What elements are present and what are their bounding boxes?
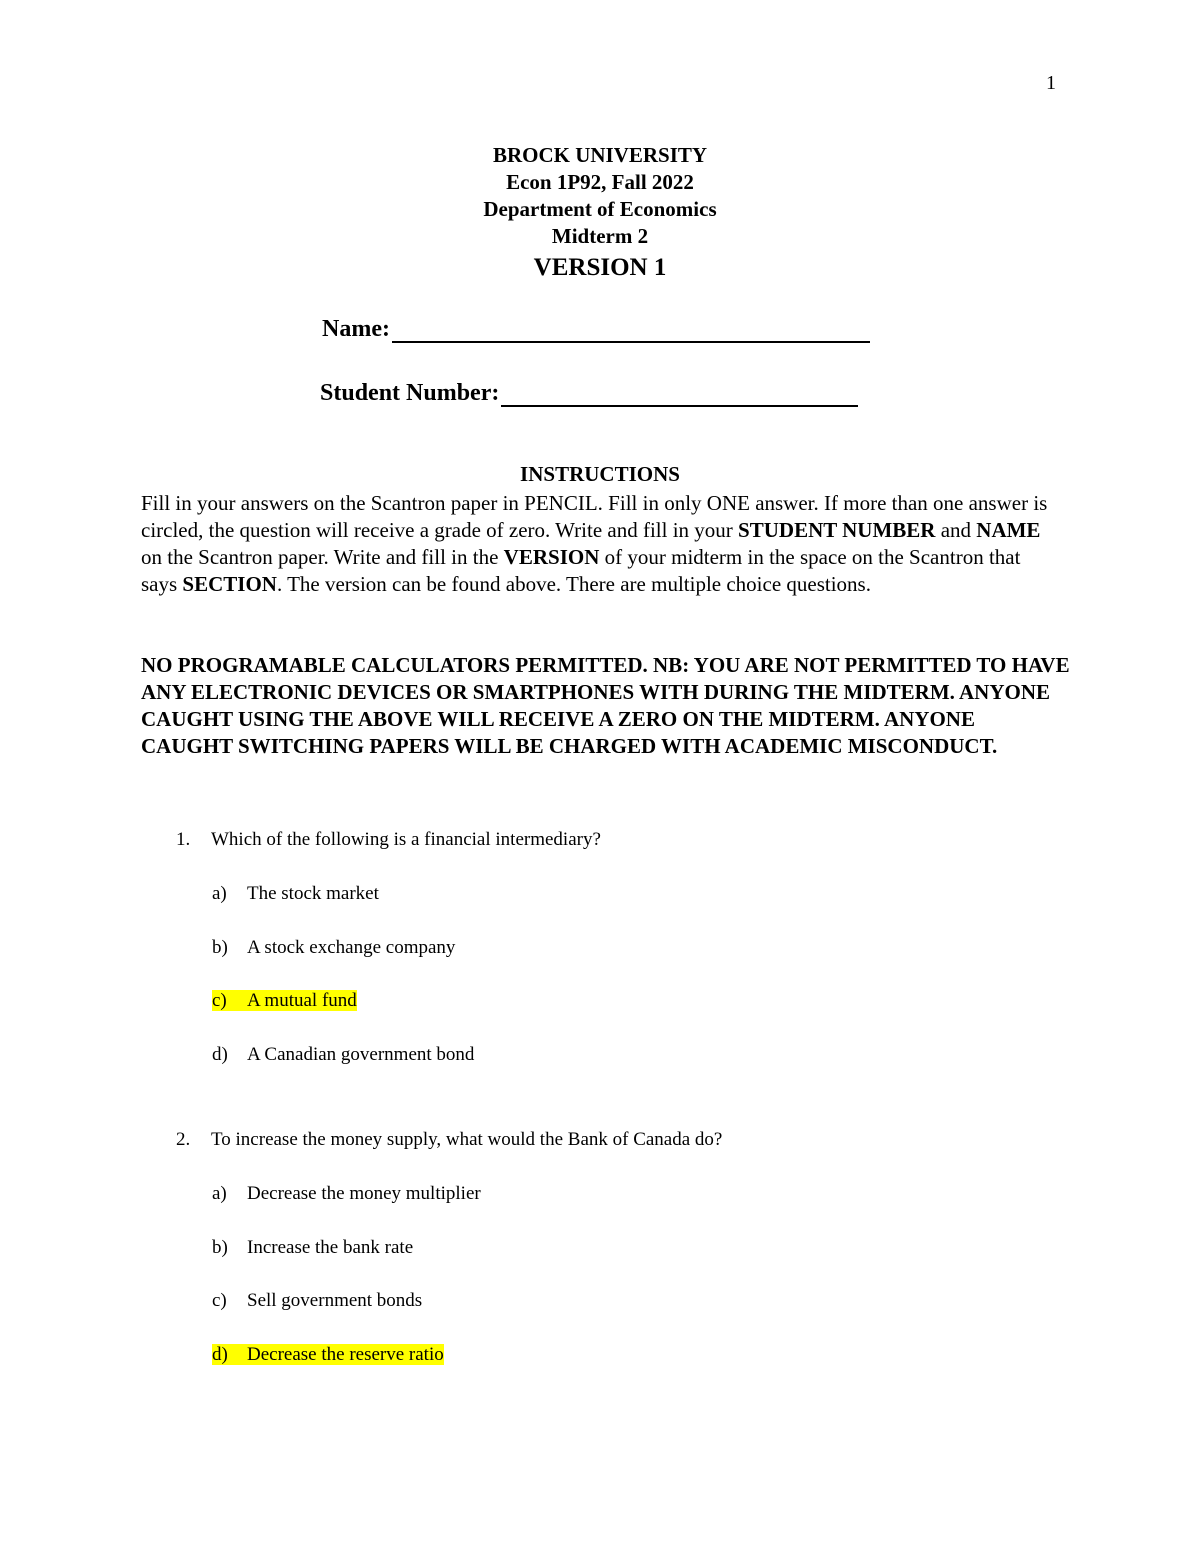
- option-text: Decrease the money multiplier: [247, 1183, 481, 1204]
- option-text: A mutual fund: [247, 990, 357, 1011]
- question-2-option-c: [212, 1290, 422, 1312]
- instructions-text-3: on the Scantron paper. Write and fill in the: [141, 545, 504, 569]
- instructions-bold-section: SECTION: [182, 572, 277, 596]
- student-number-blank-line: [501, 383, 858, 407]
- option-letter: d): [212, 1044, 228, 1065]
- university-name: BROCK UNIVERSITY: [492, 143, 708, 167]
- option-letter: c): [212, 990, 227, 1011]
- department-name: Department of Economics: [483, 197, 717, 221]
- option-text: The stock market: [247, 883, 379, 904]
- student-number-label: Student Number:: [320, 380, 500, 406]
- option-text: A stock exchange company: [247, 937, 456, 958]
- question-1-option-c: [212, 990, 357, 1012]
- question-number: 1.: [176, 829, 191, 850]
- option-letter: d): [212, 1344, 228, 1365]
- question-2: [176, 1129, 722, 1151]
- question-2-option-b: [212, 1237, 413, 1259]
- instructions-bold-version: VERSION: [503, 545, 600, 569]
- instructions-text-4: of your midterm in the space on the Scantron that says: [141, 545, 1021, 596]
- option-letter: c): [212, 1290, 227, 1311]
- question-1-option-d: [212, 1044, 474, 1066]
- question-2-option-a: [212, 1183, 481, 1205]
- option-text: Increase the bank rate: [247, 1237, 414, 1258]
- instructions-text-2: and: [935, 518, 977, 542]
- question-1-option-b: [212, 937, 455, 959]
- exam-title: Midterm 2: [551, 224, 649, 248]
- student-number-field: [320, 380, 858, 407]
- instructions-bold-name: NAME: [976, 518, 1041, 542]
- question-number: 2.: [176, 1129, 191, 1150]
- question-2-option-d: [212, 1344, 444, 1366]
- option-letter: a): [212, 1183, 227, 1204]
- question-1: [176, 829, 601, 851]
- option-text: A Canadian government bond: [247, 1044, 475, 1065]
- instructions-title: INSTRUCTIONS: [520, 462, 680, 486]
- name-field: [322, 316, 870, 343]
- instructions-text-5: . The version can be found above. There are multiple choice questions.: [276, 572, 871, 596]
- option-letter: b): [212, 1237, 228, 1258]
- name-label: Name:: [322, 316, 390, 342]
- question-text: Which of the following is a financial intermediary?: [211, 829, 601, 850]
- question-1-option-a: [212, 883, 379, 905]
- highlighted-answer: [212, 990, 357, 1011]
- warning-paragraph: NO PROGRAMABLE CALCULATORS PERMITTED. NB: YOU ARE NOT PERMITTED TO HAVE ANY ELECTRONIC DEVICES OR SMARTPHONES WITH DURING THE MIDTERM. ANYONE CAUGHT USING THE ABOVE WILL RECEIVE A ZERO ON THE MIDTERM. ANYONE CAUGHT SWITCHING PAPERS WILL BE CHARGED WITH ACADEMIC MISCONDUCT.: [141, 653, 1070, 758]
- version-label: VERSION 1: [533, 254, 667, 281]
- instructions-bold-student-number: STUDENT NUMBER: [738, 518, 936, 542]
- instructions-paragraph: [141, 490, 1061, 598]
- page-number: 1: [1046, 72, 1056, 94]
- option-text: Decrease the reserve ratio: [247, 1344, 444, 1365]
- instructions-text-1: Fill in your answers on the Scantron paper in PENCIL. Fill in only ONE answer. If more than one answer is circled, the question will receive a grade of zero. Write and fill in your: [141, 491, 1048, 542]
- name-blank-line: [392, 319, 870, 343]
- exam-header: [0, 142, 1200, 281]
- option-letter: a): [212, 883, 227, 904]
- option-letter: b): [212, 937, 228, 958]
- course-title: Econ 1P92, Fall 2022: [506, 170, 694, 194]
- option-text: Sell government bonds: [247, 1290, 423, 1311]
- highlighted-answer: [212, 1344, 444, 1365]
- question-text: To increase the money supply, what would the Bank of Canada do?: [211, 1129, 723, 1150]
